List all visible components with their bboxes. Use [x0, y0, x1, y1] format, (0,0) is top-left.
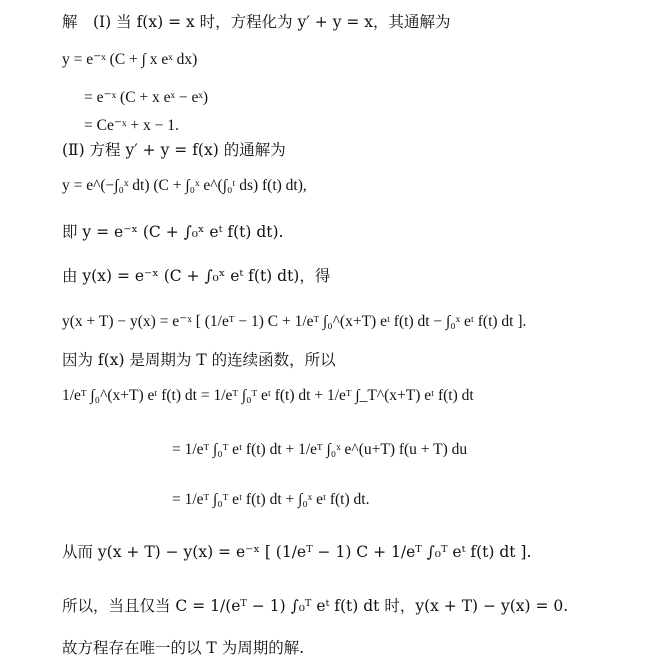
line-integration-step: = e⁻ˣ (C + x eˣ − eˣ) [84, 89, 209, 106]
line-thus-difference: 从而 y(x + T) − y(x) = e⁻ˣ [ (1/eᵀ − 1) C + 1/eᵀ ∫₀ᵀ eᵗ f(t) dt ]. [62, 543, 532, 561]
line-general-solution: y = e⁻ˣ (C + ∫ x eˣ dx) [62, 51, 198, 68]
line-condition: 所以，当且仅当 C = 1/(eᵀ − 1) ∫₀ᵀ eᵗ f(t) dt 时，y(x + T) − y(x) = 0. [62, 597, 569, 615]
line-periodicity-result: = 1/eᵀ ∫₀ᵀ eᵗ f(t) dt + ∫₀ˣ eᵗ f(t) dt. [172, 491, 370, 508]
line-integral-split: 1/eᵀ ∫₀^(x+T) eᵗ f(t) dt = 1/eᵀ ∫₀ᵀ eᵗ f(t) dt + 1/eᵀ ∫_T^(x+T) eᵗ f(t) dt [62, 387, 474, 404]
line-substitution: = 1/eᵀ ∫₀ᵀ eᵗ f(t) dt + 1/eᵀ ∫₀ˣ e^(u+T) f(u + T) du [172, 441, 468, 458]
line-part2-formula: y = e^(−∫₀ˣ dt) (C + ∫₀ˣ e^(∫₀ᵗ ds) f(t) dt), [62, 177, 307, 194]
line-conclusion: 故方程存在唯一的以 T 为周期的解. [62, 639, 305, 657]
line-simplified-result: = Ce⁻ˣ + x − 1. [84, 117, 179, 134]
line-difference: y(x + T) − y(x) = e⁻ˣ [ (1/eᵀ − 1) C + 1/eᵀ ∫₀^(x+T) eᵗ f(t) dt − ∫₀ˣ eᵗ f(t) dt ]. [62, 313, 527, 330]
line-part1-intro: 解 (Ⅰ) 当 f(x) = x 时，方程化为 y′ + y = x，其通解为 [62, 13, 451, 31]
line-part2-intro: (Ⅱ) 方程 y′ + y = f(x) 的通解为 [62, 141, 286, 159]
line-periodic-note: 因为 f(x) 是周期为 T 的连续函数，所以 [62, 351, 336, 369]
line-from-yx: 由 y(x) = e⁻ˣ (C + ∫₀ˣ eᵗ f(t) dt)，得 [62, 267, 331, 285]
line-part2-simplified: 即 y = e⁻ˣ (C + ∫₀ˣ eᵗ f(t) dt). [62, 223, 284, 241]
